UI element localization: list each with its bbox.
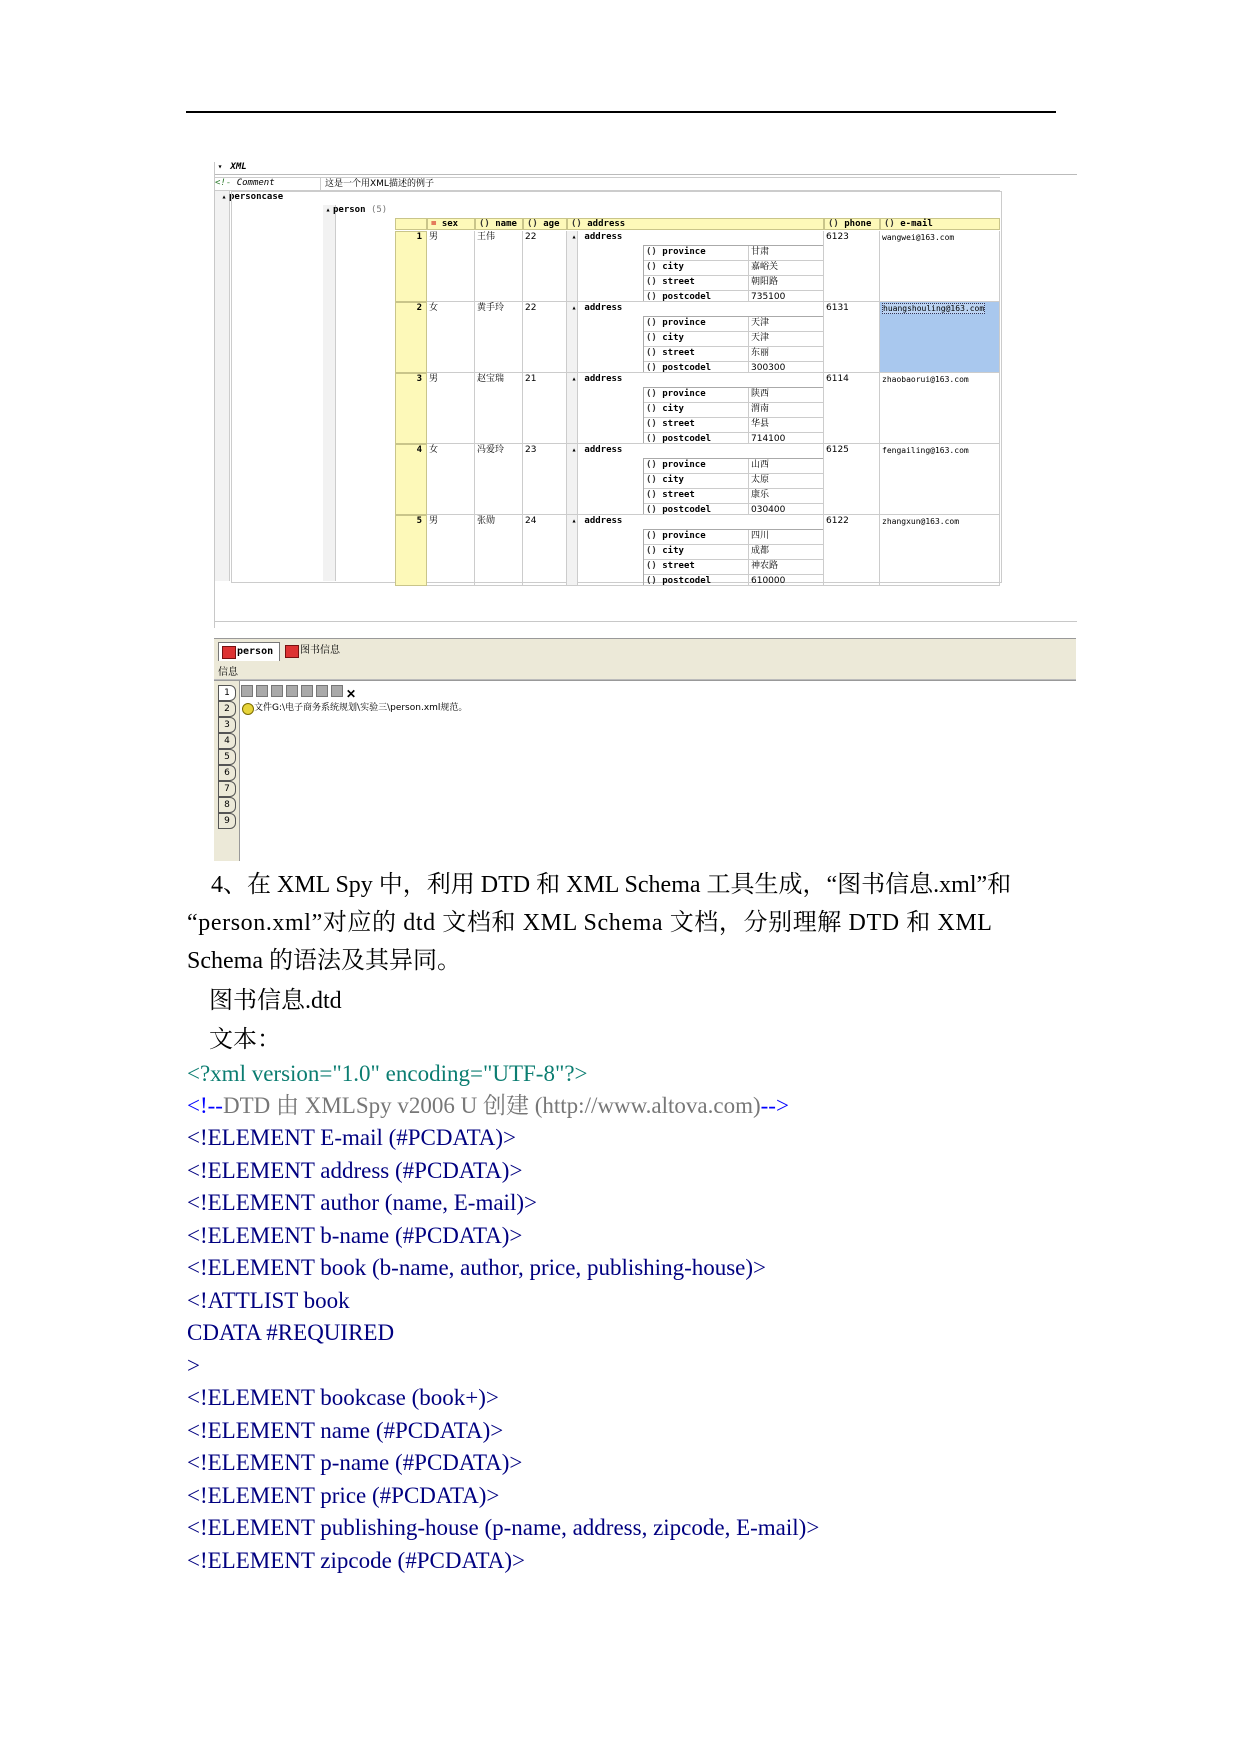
postcode-row[interactable]	[644, 291, 823, 302]
tab-book-info[interactable]: 图书信息	[282, 642, 346, 660]
element-icon: ()	[646, 292, 657, 302]
element-icon: ()	[884, 219, 895, 229]
dtd-line: <!ELEMENT p-name (#PCDATA)>	[187, 1450, 523, 1475]
element-icon: ()	[646, 318, 657, 328]
address-fields-table	[643, 387, 823, 444]
dtd-line: <!ELEMENT name (#PCDATA)>	[187, 1418, 504, 1443]
address-fields-table	[643, 458, 823, 515]
phone-cell[interactable]: 6123	[824, 231, 880, 302]
dtd-line: <!ELEMENT bookcase (book+)>	[187, 1385, 499, 1410]
street-row[interactable]	[644, 489, 823, 504]
expand-up-icon[interactable]: ▴	[221, 192, 227, 201]
element-icon: ()	[646, 475, 657, 485]
header-email[interactable]: () e-mail	[880, 218, 1000, 230]
city-row[interactable]	[644, 545, 823, 560]
postcode-label: () postcodel	[646, 576, 712, 586]
postcode-label: () postcodel	[646, 292, 712, 302]
age-cell[interactable]: 23	[523, 444, 567, 515]
street-value[interactable]: 神农路	[748, 560, 824, 574]
info-tab-7[interactable]: 7	[218, 781, 236, 797]
street-label: () street	[646, 348, 695, 358]
info-tab-1[interactable]: 1	[218, 685, 236, 701]
element-icon: ()	[646, 434, 657, 444]
province-value[interactable]: 甘肃	[748, 246, 824, 260]
address-cell[interactable]	[567, 302, 824, 373]
expand-up-icon[interactable]: ▴	[571, 232, 577, 241]
element-icon: ()	[828, 219, 839, 229]
province-value[interactable]: 山西	[748, 459, 824, 473]
city-label: () city	[646, 546, 684, 556]
postcode-row[interactable]	[644, 362, 823, 373]
paragraph-line-2: “person.xml”对应的 dtd 文档和 XML Schema 文档，分别理解 DTD 和 XML	[187, 910, 993, 936]
address-cell[interactable]	[567, 444, 824, 515]
comment-label: Comment	[236, 178, 275, 188]
postcode-label: () postcodel	[646, 363, 712, 373]
province-label: () province	[646, 531, 706, 541]
city-value[interactable]: 成都	[748, 545, 824, 559]
element-icon: ()	[646, 505, 657, 515]
age-cell[interactable]: 24	[523, 515, 567, 586]
city-label: () city	[646, 262, 684, 272]
street-value[interactable]: 东丽	[748, 347, 824, 361]
province-value[interactable]: 四川	[748, 530, 824, 544]
city-value[interactable]: 渭南	[748, 403, 824, 417]
comment-row[interactable]	[215, 177, 1000, 191]
name-cell[interactable]: 王伟	[475, 231, 523, 302]
xml-declaration: <?xml version="1.0" encoding="UTF-8"?>	[187, 1061, 588, 1086]
document-tab-bar	[214, 638, 1076, 661]
xml-root-label: XML	[230, 162, 247, 172]
street-row[interactable]	[644, 276, 823, 291]
comment-close: -->	[760, 1093, 789, 1118]
header-address[interactable]: () address	[567, 218, 824, 230]
dtd-line: <!ELEMENT zipcode (#PCDATA)>	[187, 1548, 525, 1573]
email-cell[interactable]	[880, 231, 1000, 302]
address-label: ▴ address	[569, 444, 622, 457]
province-row[interactable]	[644, 317, 823, 332]
element-icon: ()	[646, 247, 657, 257]
postcode-value[interactable]: 714100	[748, 433, 824, 444]
sex-cell[interactable]: 女	[427, 444, 475, 515]
email-cell[interactable]	[880, 302, 1000, 373]
paragraph-line-1: 4、在 XML Spy 中，利用 DTD 和 XML Schema 工具生成，“图书信息.xml”和	[211, 872, 1012, 898]
province-row[interactable]	[644, 388, 823, 403]
info-window-title: 信息	[218, 667, 238, 678]
element-icon: ()	[646, 277, 657, 287]
province-row[interactable]	[644, 246, 823, 261]
phone-cell[interactable]: 6114	[824, 373, 880, 444]
name-cell[interactable]: 黄手玲	[475, 302, 523, 373]
element-icon: ()	[571, 219, 582, 229]
province-value[interactable]: 天津	[748, 317, 824, 331]
postcode-value[interactable]: 300300	[748, 362, 824, 373]
street-label: () street	[646, 561, 695, 571]
street-row[interactable]	[644, 418, 823, 433]
header-sex[interactable]: = sex	[427, 218, 475, 230]
info-tab-5[interactable]: 5	[218, 749, 236, 765]
city-value[interactable]: 太原	[748, 474, 824, 488]
email-cell[interactable]	[880, 444, 1000, 515]
xml-file-icon	[285, 645, 299, 658]
postcode-value[interactable]: 735100	[748, 291, 824, 302]
text-label: 文本：	[209, 1027, 281, 1053]
dtd-line: CDATA #REQUIRED	[187, 1320, 395, 1345]
expand-up-icon[interactable]: ▴	[571, 303, 577, 312]
copy-all-icon[interactable]	[286, 685, 298, 697]
address-fields-table	[643, 529, 823, 586]
name-cell[interactable]: 张勋	[475, 515, 523, 586]
phone-cell[interactable]: 6125	[824, 444, 880, 515]
postcode-value[interactable]: 610000	[748, 575, 824, 586]
comment-open: <!--	[187, 1093, 223, 1118]
street-value[interactable]: 华县	[748, 418, 824, 432]
expand-up-icon[interactable]: ▴	[325, 205, 331, 214]
email-value: zhangxun@163.com	[882, 517, 960, 526]
email-value: zhaobaorui@163.com	[882, 375, 969, 384]
validation-message[interactable]: 文件G:\电子商务系统规划\实验三\person.xml规范。	[254, 703, 468, 713]
province-label: () province	[646, 318, 706, 328]
sex-cell[interactable]: 男	[427, 373, 475, 444]
city-row[interactable]	[644, 474, 823, 489]
expand-up-icon[interactable]: ▴	[571, 445, 577, 454]
info-tab-4[interactable]: 4	[218, 733, 236, 749]
row-number[interactable]: 1	[395, 231, 427, 302]
personcase-label: ▴ personcase	[219, 192, 283, 202]
phone-cell[interactable]: 6122	[824, 515, 880, 586]
city-row[interactable]	[644, 332, 823, 347]
dtd-line: <!ELEMENT address (#PCDATA)>	[187, 1158, 523, 1183]
tab-person[interactable]: person	[218, 642, 280, 661]
address-label: ▴ address	[569, 302, 622, 315]
header-rule	[186, 111, 1056, 113]
age-cell[interactable]: 22	[523, 231, 567, 302]
element-icon: ()	[646, 531, 657, 541]
email-value: huangshouling@163.com	[883, 304, 985, 313]
element-icon: ()	[646, 333, 657, 343]
dtd-comment	[187, 1092, 789, 1120]
street-label: () street	[646, 277, 695, 287]
province-label: () province	[646, 460, 706, 470]
info-tab-3[interactable]: 3	[218, 717, 236, 733]
city-value[interactable]: 天津	[748, 332, 824, 346]
find-next-icon[interactable]	[316, 685, 328, 697]
postcode-label: () postcodel	[646, 434, 712, 444]
province-row[interactable]	[644, 459, 823, 474]
person-label: ▴ person (5)	[323, 205, 387, 215]
name-cell[interactable]: 赵宝瑞	[475, 373, 523, 444]
age-cell[interactable]: 21	[523, 373, 567, 444]
expand-up-icon[interactable]: ▴	[571, 516, 577, 525]
city-value[interactable]: 嘉峪关	[748, 261, 824, 275]
collapse-icon[interactable]: ▾	[217, 162, 223, 171]
email-value: wangwei@163.com	[882, 233, 955, 242]
dtd-line: <!ELEMENT price (#PCDATA)>	[187, 1483, 500, 1508]
street-value[interactable]: 朝阳路	[748, 276, 824, 290]
name-cell[interactable]: 冯爱玲	[475, 444, 523, 515]
find-previous-icon[interactable]	[331, 685, 343, 697]
dtd-line: <!ELEMENT publishing-house (p-name, address, zipcode, E-mail)>	[187, 1515, 820, 1540]
paragraph-line-3: Schema 的语法及其异同。	[187, 948, 461, 974]
city-label: () city	[646, 404, 684, 414]
comment-body: DTD 由 XMLSpy v2006 U 创建 (http://www.altova.com)	[222, 1093, 761, 1118]
address-cell[interactable]	[567, 373, 824, 444]
address-cell[interactable]	[567, 231, 824, 302]
city-label: () city	[646, 333, 684, 343]
attribute-icon: =	[431, 219, 437, 229]
info-tab-8[interactable]: 8	[218, 797, 236, 813]
row-number[interactable]: 4	[395, 444, 427, 515]
header-age[interactable]: () age	[523, 218, 567, 230]
postcode-row[interactable]	[644, 575, 823, 586]
comment-text[interactable]: 这是一个用XML描述的例子	[325, 179, 434, 189]
clear-icon[interactable]: ✕	[346, 687, 357, 701]
dtd-line: <!ELEMENT b-name (#PCDATA)>	[187, 1223, 523, 1248]
postcode-row[interactable]	[644, 433, 823, 444]
xml-root-row[interactable]	[215, 162, 1077, 175]
file-name: 图书信息.dtd	[209, 988, 342, 1014]
city-row[interactable]	[644, 261, 823, 276]
xml-file-icon	[222, 646, 236, 659]
street-label: () street	[646, 419, 695, 429]
address-fields-table	[643, 245, 823, 302]
dtd-line: <!ELEMENT book (b-name, author, price, publishing-house)>	[187, 1255, 767, 1280]
sex-cell[interactable]: 女	[427, 302, 475, 373]
info-window-header	[214, 661, 1076, 680]
address-label: ▴ address	[569, 231, 622, 244]
city-label: () city	[646, 475, 684, 485]
dtd-line: <!ELEMENT E-mail (#PCDATA)>	[187, 1125, 517, 1150]
valid-check-icon	[242, 703, 254, 715]
element-icon: ()	[646, 546, 657, 556]
expand-up-icon[interactable]: ▴	[571, 374, 577, 383]
age-cell[interactable]: 22	[523, 302, 567, 373]
comment-icon: <!-	[215, 178, 232, 188]
address-label: ▴ address	[569, 515, 622, 528]
sex-cell[interactable]: 男	[427, 231, 475, 302]
element-icon: ()	[646, 576, 657, 586]
phone-cell[interactable]: 6131	[824, 302, 880, 373]
element-icon: ()	[646, 404, 657, 414]
province-label: () province	[646, 247, 706, 257]
info-page-tabs	[214, 681, 240, 861]
copy-icon[interactable]	[271, 685, 283, 697]
find-icon[interactable]	[301, 685, 313, 697]
email-cell[interactable]	[880, 515, 1000, 586]
address-cell[interactable]	[567, 515, 824, 586]
element-icon: ()	[646, 561, 657, 571]
element-icon: ()	[479, 219, 490, 229]
header-phone[interactable]: () phone	[824, 218, 880, 230]
info-window	[214, 680, 1076, 861]
person-collapse-bar[interactable]	[323, 205, 336, 581]
dtd-line: >	[187, 1353, 200, 1378]
element-icon: ()	[646, 262, 657, 272]
header-name[interactable]: () name	[475, 218, 523, 230]
street-row[interactable]	[644, 560, 823, 575]
address-label: ▴ address	[569, 373, 622, 386]
sex-cell[interactable]: 男	[427, 515, 475, 586]
address-fields-table	[643, 316, 823, 373]
person-count: (5)	[370, 205, 388, 215]
postcode-value[interactable]: 030400	[748, 504, 824, 515]
header-corner	[395, 218, 427, 230]
province-value[interactable]: 陕西	[748, 388, 824, 402]
next-message-icon[interactable]	[241, 685, 253, 697]
row-number[interactable]: 5	[395, 515, 427, 586]
city-row[interactable]	[644, 403, 823, 418]
province-row[interactable]	[644, 530, 823, 545]
province-label: () province	[646, 389, 706, 399]
comment-label-cell	[215, 178, 321, 190]
dtd-line: <!ATTLIST book	[187, 1288, 350, 1313]
email-value: fengailing@163.com	[882, 446, 969, 455]
element-icon: ()	[646, 419, 657, 429]
info-tab-6[interactable]: 6	[218, 765, 236, 781]
element-icon: ()	[646, 389, 657, 399]
element-icon: ()	[646, 348, 657, 358]
info-tab-9[interactable]: 9	[218, 813, 236, 829]
info-toolbar	[241, 685, 357, 701]
postcode-label: () postcodel	[646, 505, 712, 515]
street-value[interactable]: 康乐	[748, 489, 824, 503]
element-icon: ()	[646, 363, 657, 373]
street-row[interactable]	[644, 347, 823, 362]
info-tab-2[interactable]: 2	[218, 701, 236, 717]
previous-message-icon[interactable]	[256, 685, 268, 697]
row-number[interactable]: 2	[395, 302, 427, 373]
email-cell[interactable]	[880, 373, 1000, 444]
street-label: () street	[646, 490, 695, 500]
xml-grid-view[interactable]	[214, 162, 1077, 628]
dtd-line: <!ELEMENT author (name, E-mail)>	[187, 1190, 537, 1215]
postcode-row[interactable]	[644, 504, 823, 515]
personcase-collapse-bar[interactable]	[215, 191, 230, 581]
row-number[interactable]: 3	[395, 373, 427, 444]
element-icon: ()	[646, 460, 657, 470]
element-icon: ()	[527, 219, 538, 229]
element-icon: ()	[646, 490, 657, 500]
